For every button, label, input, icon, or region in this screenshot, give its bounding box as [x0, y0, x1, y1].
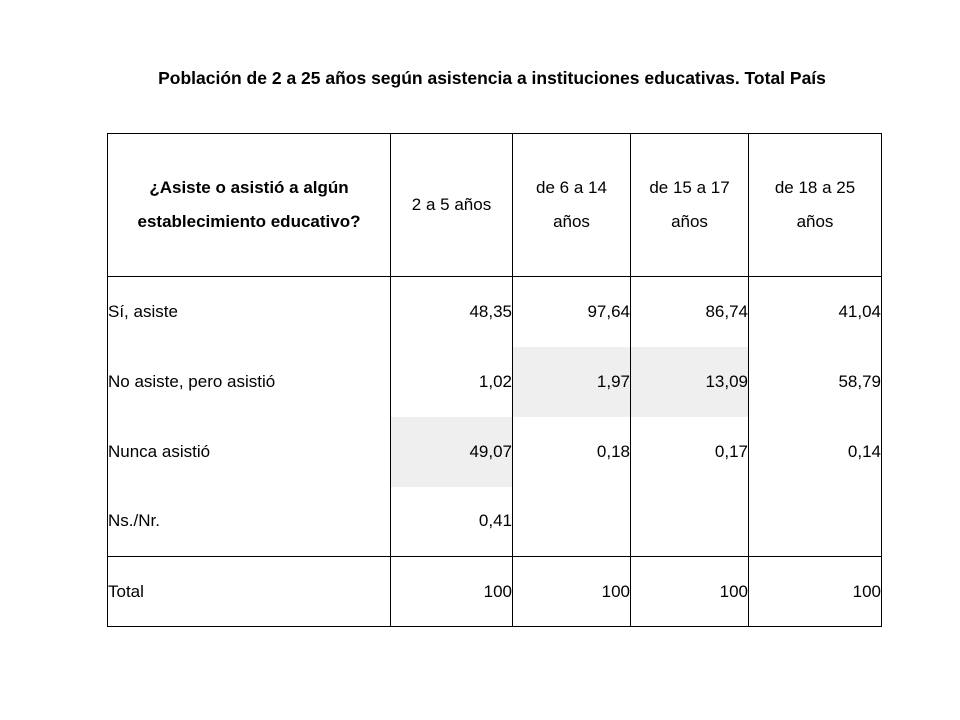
total-cell: 100	[631, 557, 749, 627]
header-col-6-14: de 6 a 14 años	[513, 134, 631, 277]
table-row	[108, 417, 882, 487]
attendance-table	[107, 133, 882, 627]
row-label: No asiste, pero asistió	[108, 347, 391, 417]
row-label: Ns./Nr.	[108, 487, 391, 557]
table-cell	[749, 487, 882, 557]
header-row	[108, 134, 882, 277]
total-row	[108, 557, 882, 627]
table-cell: 58,79	[749, 347, 882, 417]
header-col-2-5: 2 a 5 años	[391, 134, 513, 277]
table-cell: 97,64	[513, 277, 631, 347]
total-label: Total	[108, 557, 391, 627]
table-cell: 1,97	[513, 347, 631, 417]
table-cell: 49,07	[391, 417, 513, 487]
table-row	[108, 487, 882, 557]
header-col-15-17: de 15 a 17 años	[631, 134, 749, 277]
table-cell: 1,02	[391, 347, 513, 417]
table-cell: 41,04	[749, 277, 882, 347]
header-question-line1: ¿Asiste o asistió a algún	[149, 178, 349, 197]
table-cell: 0,14	[749, 417, 882, 487]
header-question-line2: establecimiento educativo?	[137, 212, 361, 231]
table-cell	[631, 487, 749, 557]
total-cell: 100	[391, 557, 513, 627]
table-cell	[513, 487, 631, 557]
table-cell: 0,17	[631, 417, 749, 487]
header-col-18-25: de 18 a 25 años	[749, 134, 882, 277]
table-cell: 48,35	[391, 277, 513, 347]
table-cell: 0,18	[513, 417, 631, 487]
row-label: Sí, asiste	[108, 277, 391, 347]
row-label: Nunca asistió	[108, 417, 391, 487]
total-cell: 100	[749, 557, 882, 627]
header-question	[108, 134, 391, 277]
table-title: Población de 2 a 25 años según asistencia a instituciones educativas. Total País	[158, 68, 826, 88]
table-row	[108, 347, 882, 417]
table-cell: 13,09	[631, 347, 749, 417]
total-cell: 100	[513, 557, 631, 627]
table-cell: 0,41	[391, 487, 513, 557]
table-row	[108, 277, 882, 347]
table-cell: 86,74	[631, 277, 749, 347]
